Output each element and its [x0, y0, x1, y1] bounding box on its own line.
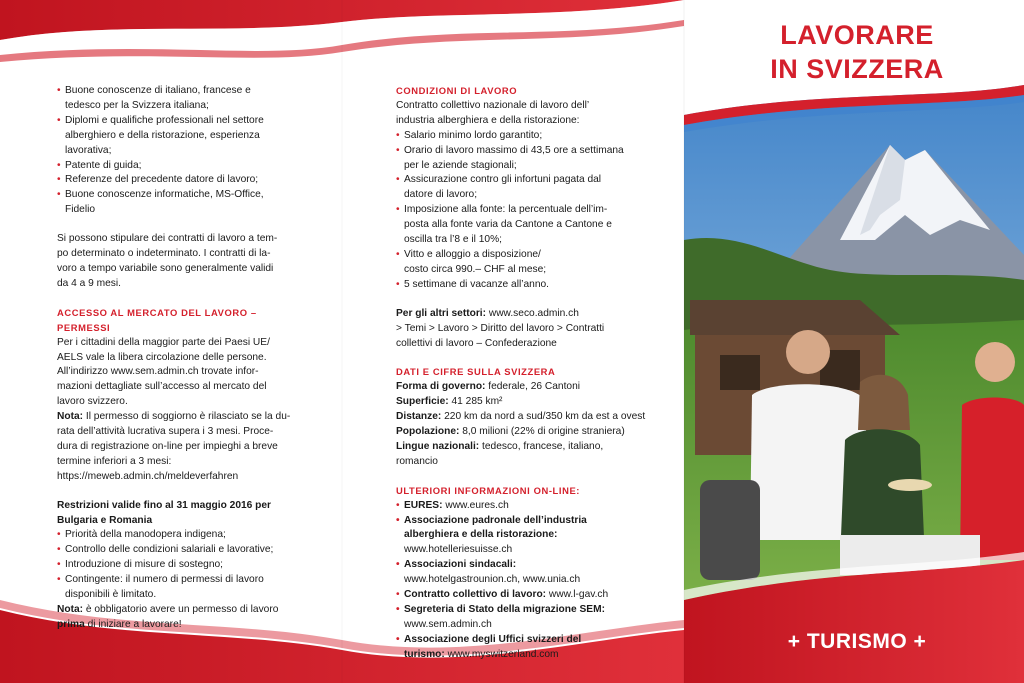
list-item: • Associazione padronale dell’industria	[396, 514, 646, 529]
fact-row	[396, 380, 646, 395]
list-item: • Contingente: il numero di permessi di lavoro	[57, 573, 302, 588]
fact-row	[396, 410, 646, 425]
info-label: EURES:	[404, 499, 443, 511]
info-label: Contratto collettivo di lavoro:	[404, 589, 547, 601]
list-item: alberghiera e della ristorazione:	[404, 529, 558, 541]
list-item: oscilla tra l’8 e il 10%;	[404, 234, 502, 246]
permit-note	[57, 410, 302, 425]
access-line: All’indirizzo www.sem.admin.ch trovate infor-	[57, 366, 259, 378]
list-item: • Segreteria di Stato della migrazione SEM:	[396, 603, 646, 618]
note-line: dura di registrazione on-line per impieghi a breve	[57, 440, 278, 452]
note-text: Il permesso di soggiorno è rilasciato se la du-	[83, 411, 291, 423]
other-sectors-label: Per gli altri settori:	[396, 307, 487, 319]
list-item: • Priorità della manodopera indigena;	[57, 528, 302, 543]
access-line: AELS vale la libera circolazione delle persone.	[57, 351, 267, 363]
restrictions-list	[57, 528, 302, 603]
list-item: • Assicurazione contro gli infortuni pagata dal	[396, 173, 646, 188]
restrictions-heading: Restrizioni valide fino al 31 maggio 2016 per	[57, 499, 272, 511]
list-item: • 5 settimane di vacanze all’anno.	[396, 278, 646, 293]
fact-label: Superficie:	[396, 396, 449, 408]
fact-row	[396, 425, 646, 440]
access-line: mazioni dettagliate sull’accesso al mercato del	[57, 381, 267, 393]
fact-value: tedesco, francese, italiano,	[479, 440, 604, 452]
unions-links[interactable]: www.hotelgastrounion.ch, www.unia.ch	[404, 574, 581, 586]
access-heading: ACCESSO AL MERCATO DEL LAVORO – PERMESSI	[57, 306, 257, 333]
middle-column	[396, 84, 646, 663]
list-item: tedesco per la Svizzera italiana;	[65, 99, 209, 111]
note-line: termine inferiori a 3 mesi:	[57, 455, 172, 467]
fact-row	[396, 395, 646, 410]
left-column	[57, 84, 302, 633]
fact-value: federale, 26 Cantoni	[485, 381, 581, 393]
note-emphasis: prima	[57, 618, 85, 630]
info-heading: ULTERIORI INFORMAZIONI ON-LINE:	[396, 484, 581, 496]
fact-label: Distanze:	[396, 411, 442, 423]
list-item	[396, 588, 646, 603]
facts-heading: DATI E CIFRE SULLA SVIZZERA	[396, 366, 556, 378]
photo-panel	[684, 60, 1024, 620]
fact-value: 41 285 km²	[448, 396, 503, 408]
work-permit-note-end	[57, 618, 302, 633]
conditions-intro: industria alberghiera e della ristorazione:	[396, 114, 580, 126]
list-item: • Controllo delle condizioni salariali e lavorative;	[57, 543, 302, 558]
list-item: • Buone conoscenze informatiche, MS-Office,	[57, 188, 302, 203]
info-list	[396, 499, 646, 663]
note-line: rata dell’attività lucrativa supera i 3 mesi. Proce-	[57, 426, 274, 438]
list-item: • Imposizione alla fonte: la percentuale dell’im-	[396, 203, 646, 218]
list-item: • Introduzione di misure di sostegno;	[57, 558, 302, 573]
cover-title-line1: LAVORARE	[780, 20, 934, 50]
info-label: turismo:	[404, 648, 445, 660]
list-item: alberghiero e della ristorazione, esperienza	[65, 129, 260, 141]
list-item	[396, 648, 646, 663]
contracts-line: voro a tempo variabile sono generalmente validi	[57, 262, 274, 274]
fact-row-cont: romancio	[396, 455, 438, 467]
sem-link[interactable]: www.sem.admin.ch	[404, 618, 492, 630]
note-label: Nota:	[57, 604, 84, 615]
list-item: lavorativa;	[65, 144, 112, 156]
work-permit-note	[57, 603, 302, 618]
list-item: per le aziende stagionali;	[404, 159, 517, 171]
list-item: costo circa 990.– CHF al mese;	[404, 263, 547, 275]
other-sectors	[396, 307, 646, 322]
conditions-intro: Contratto collettivo nazionale di lavoro dell’	[396, 99, 590, 111]
cover-title	[690, 18, 1024, 86]
list-item: • Vitto e alloggio a disposizione/	[396, 248, 646, 263]
access-line: Per i cittadini della maggior parte dei Paesi UE/	[57, 336, 270, 348]
hotelleriesuisse-link[interactable]: www.hotelleriesuisse.ch	[404, 544, 513, 556]
note-text: di iniziare a lavorare!	[84, 618, 182, 630]
list-item: Fidelio	[65, 204, 96, 216]
conditions-list	[396, 129, 646, 293]
eures-link[interactable]: www.eures.ch	[442, 499, 509, 511]
fact-label: Popolazione:	[396, 426, 460, 438]
list-item: • Buone conoscenze di italiano, francese e	[57, 84, 302, 99]
list-item: • Referenze del precedente datore di lavoro;	[57, 173, 302, 188]
contracts-line: Si possono stipulare dei contratti di lavoro a tem-	[57, 233, 278, 245]
contracts-line: po determinato o indeterminato. I contratti di la-	[57, 248, 271, 260]
note-text: è obbligatorio avere un permesso di lavoro	[83, 604, 279, 615]
meweb-link[interactable]: https://meweb.admin.ch/meldeverfahren	[57, 470, 239, 482]
list-item: disponibili è limitato.	[65, 589, 157, 601]
fact-label: Lingue nazionali:	[396, 440, 480, 452]
list-item	[396, 499, 646, 514]
contracts-line: da 4 a 9 mesi.	[57, 277, 121, 289]
note-label: Nota:	[57, 411, 84, 423]
fact-row	[396, 440, 646, 455]
list-item: • Salario minimo lordo garantito;	[396, 129, 646, 144]
seco-link[interactable]: www.seco.admin.ch	[486, 307, 579, 319]
myswitzerland-link[interactable]: www.myswitzerland.com	[444, 648, 559, 660]
other-sectors-path: > Temi > Lavoro > Diritto del lavoro > Contratti	[396, 322, 605, 334]
other-sectors-path: collettivi di lavoro – Confederazione	[396, 337, 557, 349]
list-item: • Patente di guida;	[57, 159, 302, 174]
fact-value: 220 km da nord a sud/350 km da est a ovest	[441, 411, 646, 423]
fact-label: Forma di governo:	[396, 381, 486, 393]
list-item: • Associazione degli Uffici svizzeri del	[396, 633, 646, 648]
list-item: • Associazioni sindacali:	[396, 558, 646, 573]
restrictions-heading: Bulgaria e Romania	[57, 514, 153, 526]
list-item: datore di lavoro;	[404, 189, 478, 201]
access-line: lavoro svizzero.	[57, 396, 128, 408]
cover-title-line2: IN SVIZZERA	[770, 54, 944, 84]
list-item: posta alla fonte varia da Cantone a Cantone e	[404, 219, 612, 231]
conditions-heading: CONDIZIONI DI LAVORO	[396, 85, 518, 96]
requirements-list	[57, 84, 302, 218]
list-item: • Orario di lavoro massimo di 43,5 ore a settimana	[396, 144, 646, 159]
cover-footer-label: + TURISMO +	[787, 630, 927, 653]
list-item: • Diplomi e qualifiche professionali nel settore	[57, 114, 302, 129]
fact-value: 8,0 milioni (22% di origine straniera)	[459, 426, 625, 438]
lgav-link[interactable]: www.l-gav.ch	[546, 589, 609, 601]
